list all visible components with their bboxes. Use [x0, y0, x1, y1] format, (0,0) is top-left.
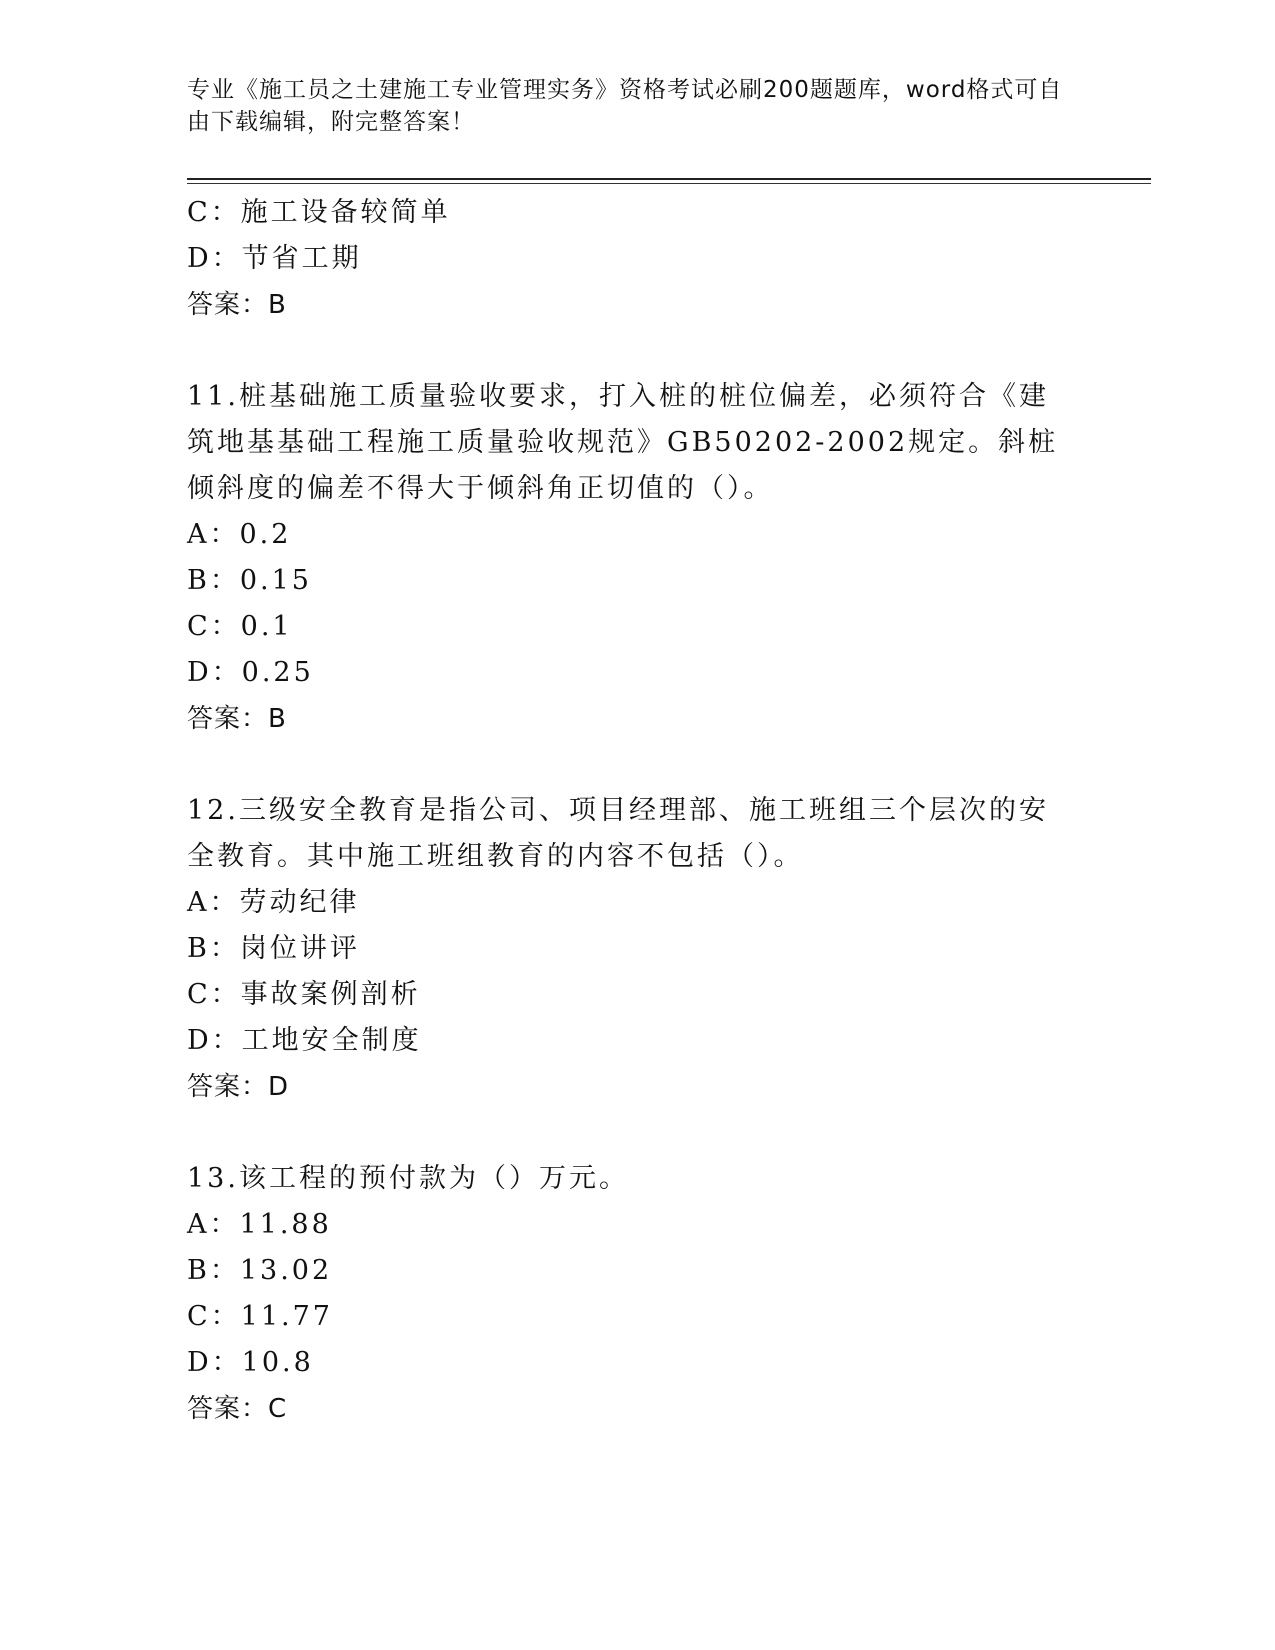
question-11 — [187, 374, 1087, 742]
carryover-question — [187, 190, 1087, 328]
option-c: C：事故案例剖析 — [187, 979, 421, 1010]
option-d: D：10.8 — [187, 1347, 314, 1378]
option-b: B：0.15 — [187, 565, 312, 596]
answer-line: 答案：D — [187, 1072, 290, 1102]
option-d: D：0.25 — [187, 657, 314, 688]
answer-line: 答案：C — [187, 1394, 288, 1424]
answer-line: 答案：B — [187, 290, 287, 320]
header-divider-thin — [187, 183, 1151, 184]
question-12 — [187, 788, 1087, 1110]
option-d: D：节省工期 — [187, 243, 362, 274]
option-d: D：工地安全制度 — [187, 1025, 422, 1056]
option-a: A：劳动纪律 — [187, 887, 360, 918]
option-c: C：11.77 — [187, 1301, 333, 1332]
question-content — [187, 190, 1087, 1432]
header-divider-thick — [187, 178, 1151, 180]
question-stem: 11.桩基础施工质量验收要求，打入桩的桩位偏差，必须符合《建筑地基基础工程施工质量验收规范》GB50202-2002规定。斜桩倾斜度的偏差不得大于倾斜角正切值的（）。 — [187, 381, 1059, 504]
option-c: C：施工设备较简单 — [187, 197, 451, 228]
option-b: B：13.02 — [187, 1255, 333, 1286]
option-c: C：0.1 — [187, 611, 293, 642]
document-header: 专业《施工员之土建施工专业管理实务》资格考试必刷200题题库，word格式可自由下载编辑，附完整答案！ — [187, 77, 1063, 135]
option-b: B：岗位讲评 — [187, 933, 360, 964]
option-a: A：11.88 — [187, 1209, 332, 1240]
answer-line: 答案：B — [187, 704, 287, 734]
question-13 — [187, 1156, 1087, 1432]
question-stem: 13.该工程的预付款为（）万元。 — [187, 1163, 629, 1194]
question-stem: 12.三级安全教育是指公司、项目经理部、施工班组三个层次的安全教育。其中施工班组教育的内容不包括（）。 — [187, 795, 1049, 872]
option-a: A：0.2 — [187, 519, 292, 550]
